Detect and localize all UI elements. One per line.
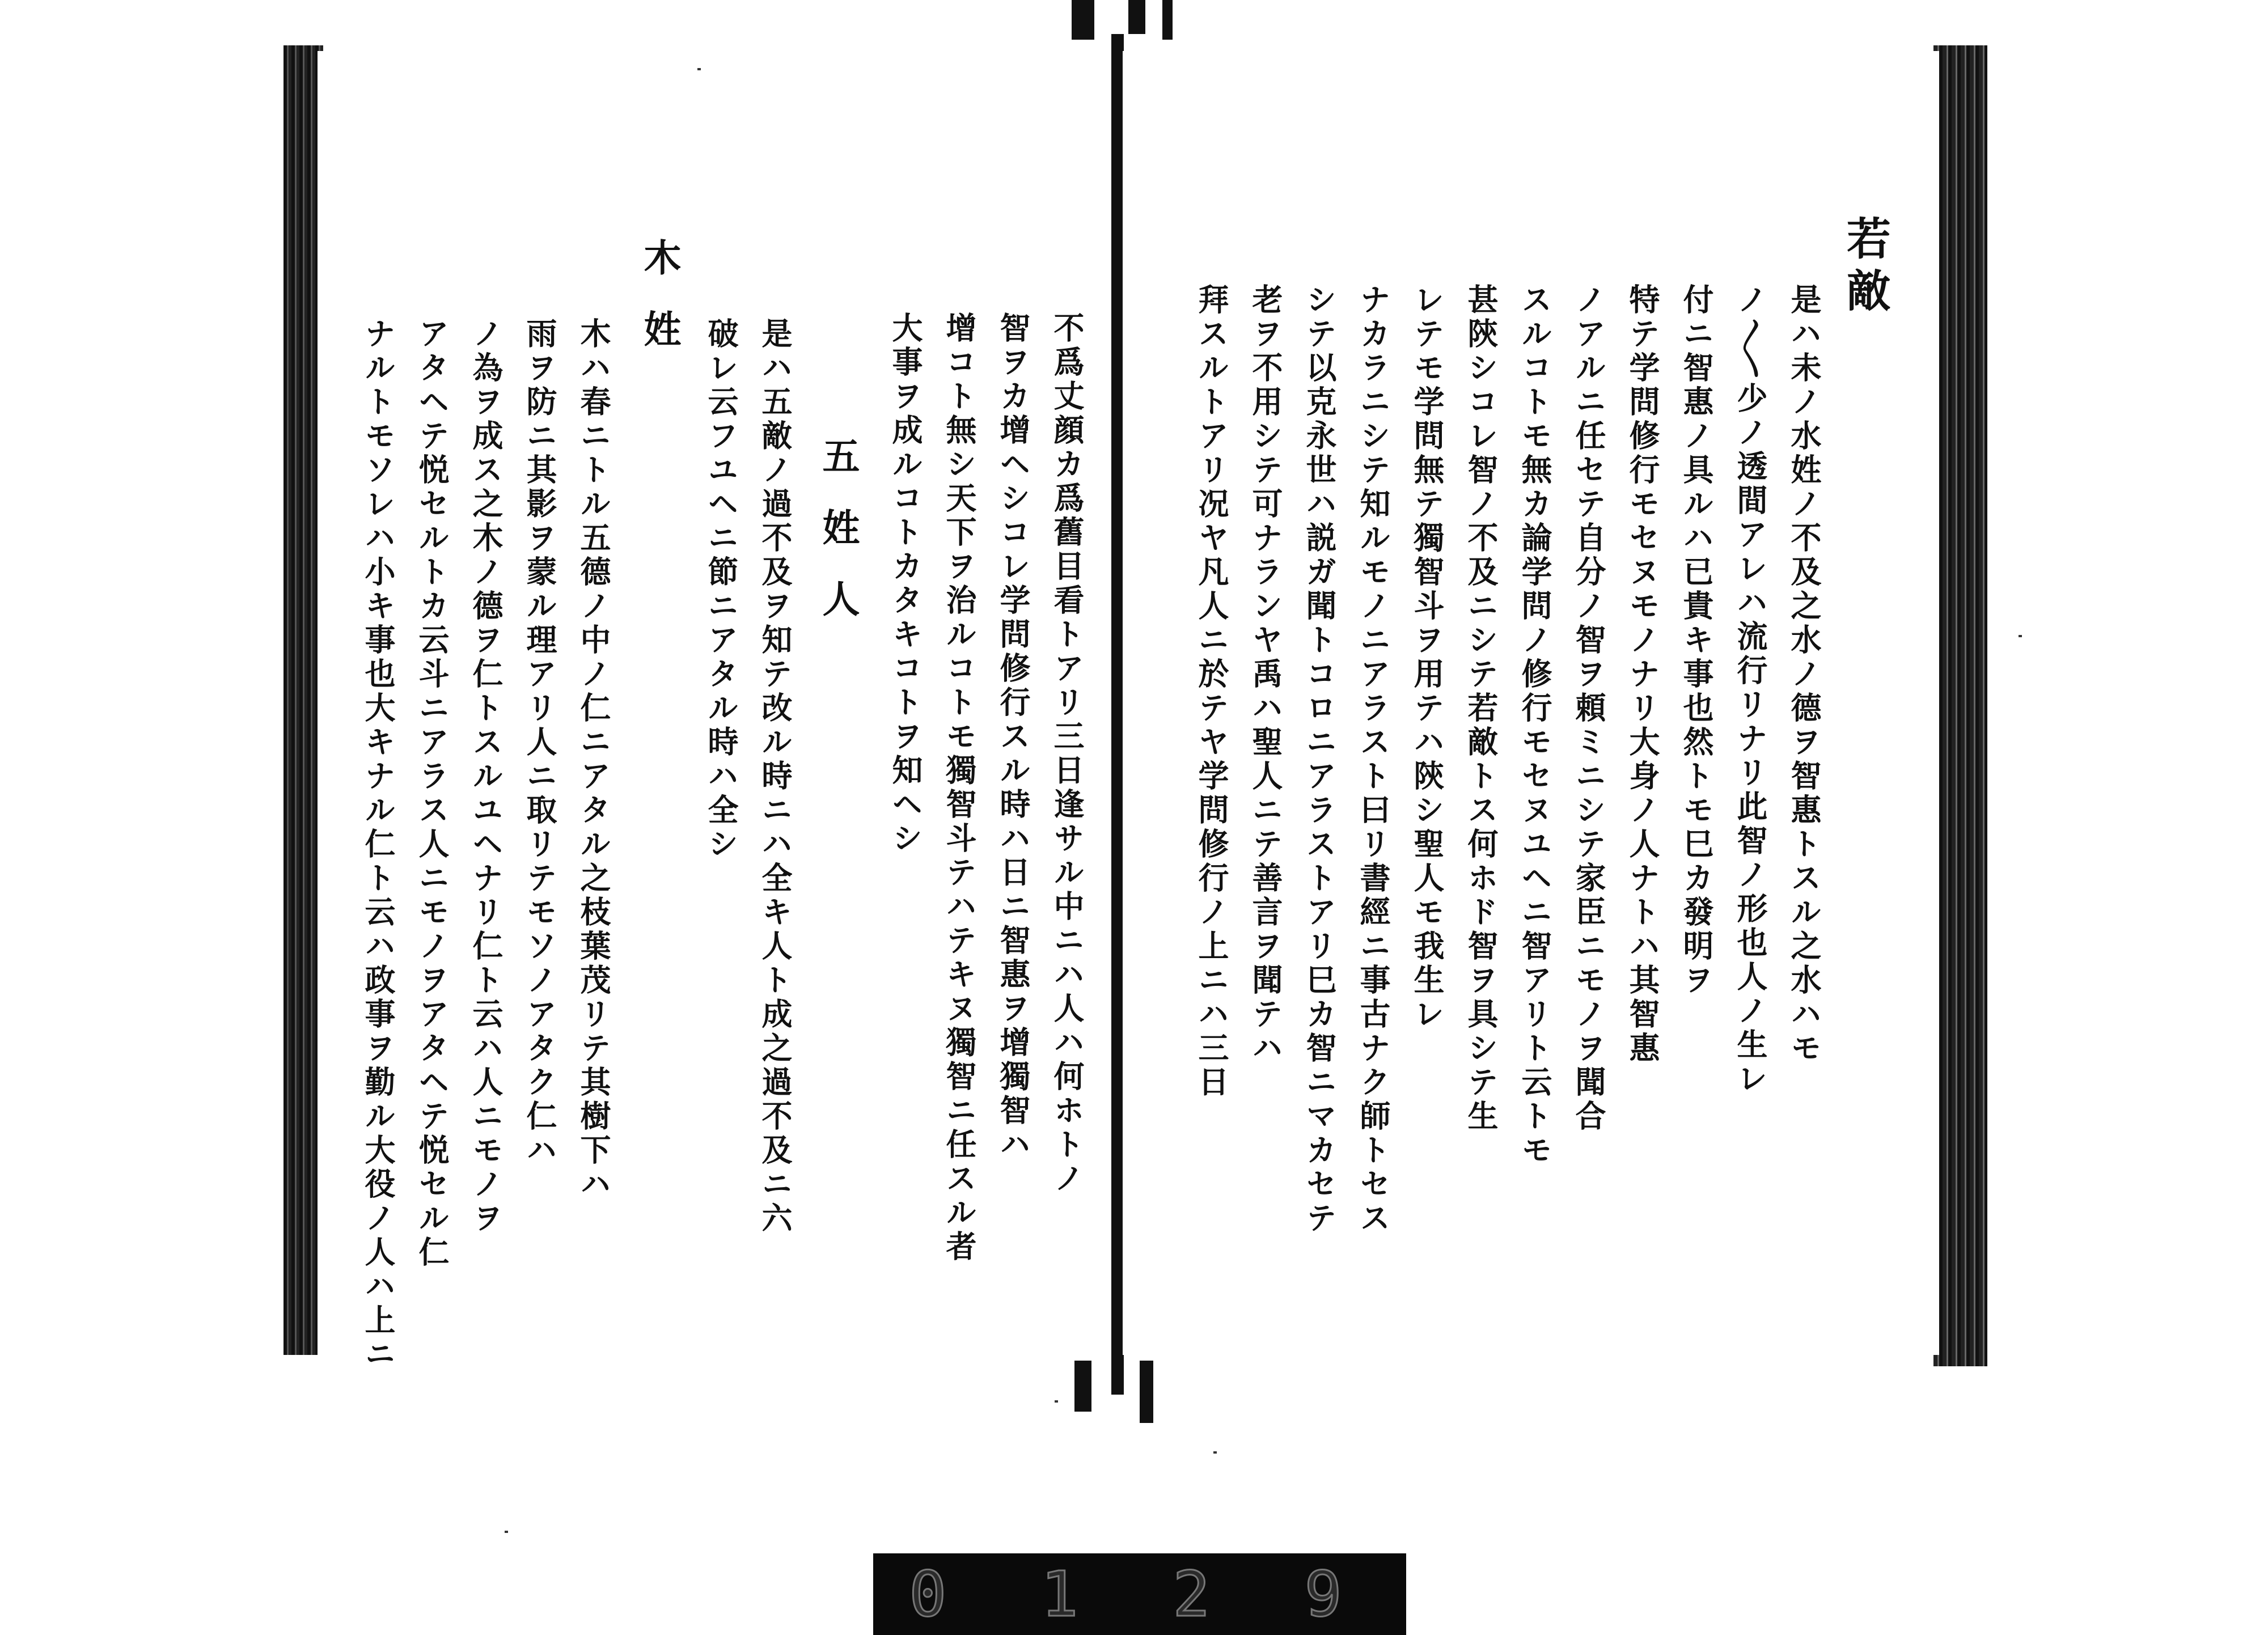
- right-text-column: シテ以克永世ハ説ガ聞トコロニアラストアリ巳カ智ニマカセテ: [1301, 283, 1338, 1236]
- scan-speck: [1055, 1400, 1058, 1403]
- left-text-column: 大事ヲ成ルコトカタキコトヲ知ヘシ: [887, 312, 924, 856]
- binding-mark: [1072, 0, 1094, 40]
- scan-speck: [505, 1531, 508, 1533]
- right-text-column: 老ヲ不用シテ可ナランヤ禹ハ聖人ニテ善言ヲ聞テハ: [1247, 283, 1284, 1066]
- left-text-column: 雨ヲ防ニ其影ヲ蒙ル理アリ人ニ取リテモソノアタク仁ハ: [522, 317, 558, 1168]
- left-text-column: 是ハ五敵ノ過不及ヲ知テ改ル時ニハ全キ人ト成之過不及ニ六: [757, 317, 793, 1236]
- right-text-column: レテモ学問無テ獨智斗ヲ用テハ陝シ聖人モ我生レ: [1409, 283, 1445, 1032]
- binding-mark: [1128, 0, 1145, 34]
- left-text-column: 增コト無シ天下ヲ治ルコトモ獨智斗テハテキヌ獨智ニ任スル者: [941, 312, 978, 1264]
- binding-mark: [1162, 0, 1173, 40]
- right-text-column: スルコトモ無カ論学問ノ修行モセヌユヘニ智アリト云トモ: [1517, 283, 1553, 1168]
- archive-number-text: 0 1 2 9: [909, 1558, 1370, 1630]
- scan-speck: [2019, 635, 2022, 637]
- section-heading-five-surnames: 五姓人: [816, 437, 860, 651]
- right-text-column: 特テ学問修行モセヌモノナリ大身ノ人ナトハ其智惠: [1624, 283, 1661, 1066]
- right-text-column: ナカラニシテ知ルモノニアラスト曰リ書經ニ事古ナク師トセス: [1355, 283, 1391, 1236]
- scan-speck: [697, 68, 701, 70]
- right-text-column: 拜スルトアリ况ヤ凡人ニ於テヤ学問修行ノ上ニハ三日: [1194, 283, 1230, 1100]
- left-text-column: 不爲丈顔カ爲舊目看トアリ三日逢サル中ニハ人ハ何ホトノ: [1049, 312, 1085, 1196]
- right-page-title: 若敵: [1839, 215, 1891, 320]
- right-text-column: ノ〳〵少ノ透間アレハ流行リナリ此智ノ形也人ノ生レ: [1732, 283, 1768, 1096]
- binding-mark: [1074, 1361, 1091, 1412]
- left-text-column: 破レ云フユヘニ節ニアタル時ハ全シ: [703, 317, 739, 862]
- right-text-column: ノアルニ任セテ自分ノ智ヲ頼ミニシテ家臣ニモノヲ聞合: [1571, 283, 1607, 1134]
- section-heading-wood-surname: 木姓: [637, 238, 682, 381]
- left-text-column: ノ為ヲ成ス之木ノ德ヲ仁トスルユヘナリ仁ト云ハ人ニモノヲ: [468, 317, 504, 1236]
- right-text-column: 付ニ智惠ノ具ルハ已貴キ事也然トモ巳カ發明ヲ: [1678, 283, 1715, 998]
- left-text-column: 智ヲカ增ヘシコレ学問修行スル時ハ日ニ智惠ヲ增獨智ハ: [995, 312, 1031, 1162]
- book-spine: [1111, 34, 1124, 1395]
- scan-speck: [1213, 1451, 1217, 1454]
- left-text-column: ナルトモソレハ小キ事也大キナル仁ト云ハ政事ヲ勤ル大役ノ人ハ上ニ: [360, 317, 396, 1372]
- archive-number-label: [873, 1553, 1406, 1635]
- right-text-column: 甚陝シコレ智ノ不及ニシテ若敵トス何ホド智ヲ具シテ生: [1463, 283, 1499, 1134]
- left-text-column: アタヘテ悦セルトカ云斗ニアラス人ニモノヲアタヘテ悦セル仁: [414, 317, 450, 1270]
- left-text-column: 木ハ春ニトル五德ノ中ノ仁ニアタル之枝葉茂リテ其樹下ハ: [576, 317, 612, 1202]
- right-page-edge: [1933, 45, 1987, 1366]
- right-text-column: 是ハ未ノ水姓ノ不及之水ノ德ヲ智惠トスル之水ハモ: [1786, 283, 1822, 1066]
- binding-mark: [1140, 1361, 1153, 1423]
